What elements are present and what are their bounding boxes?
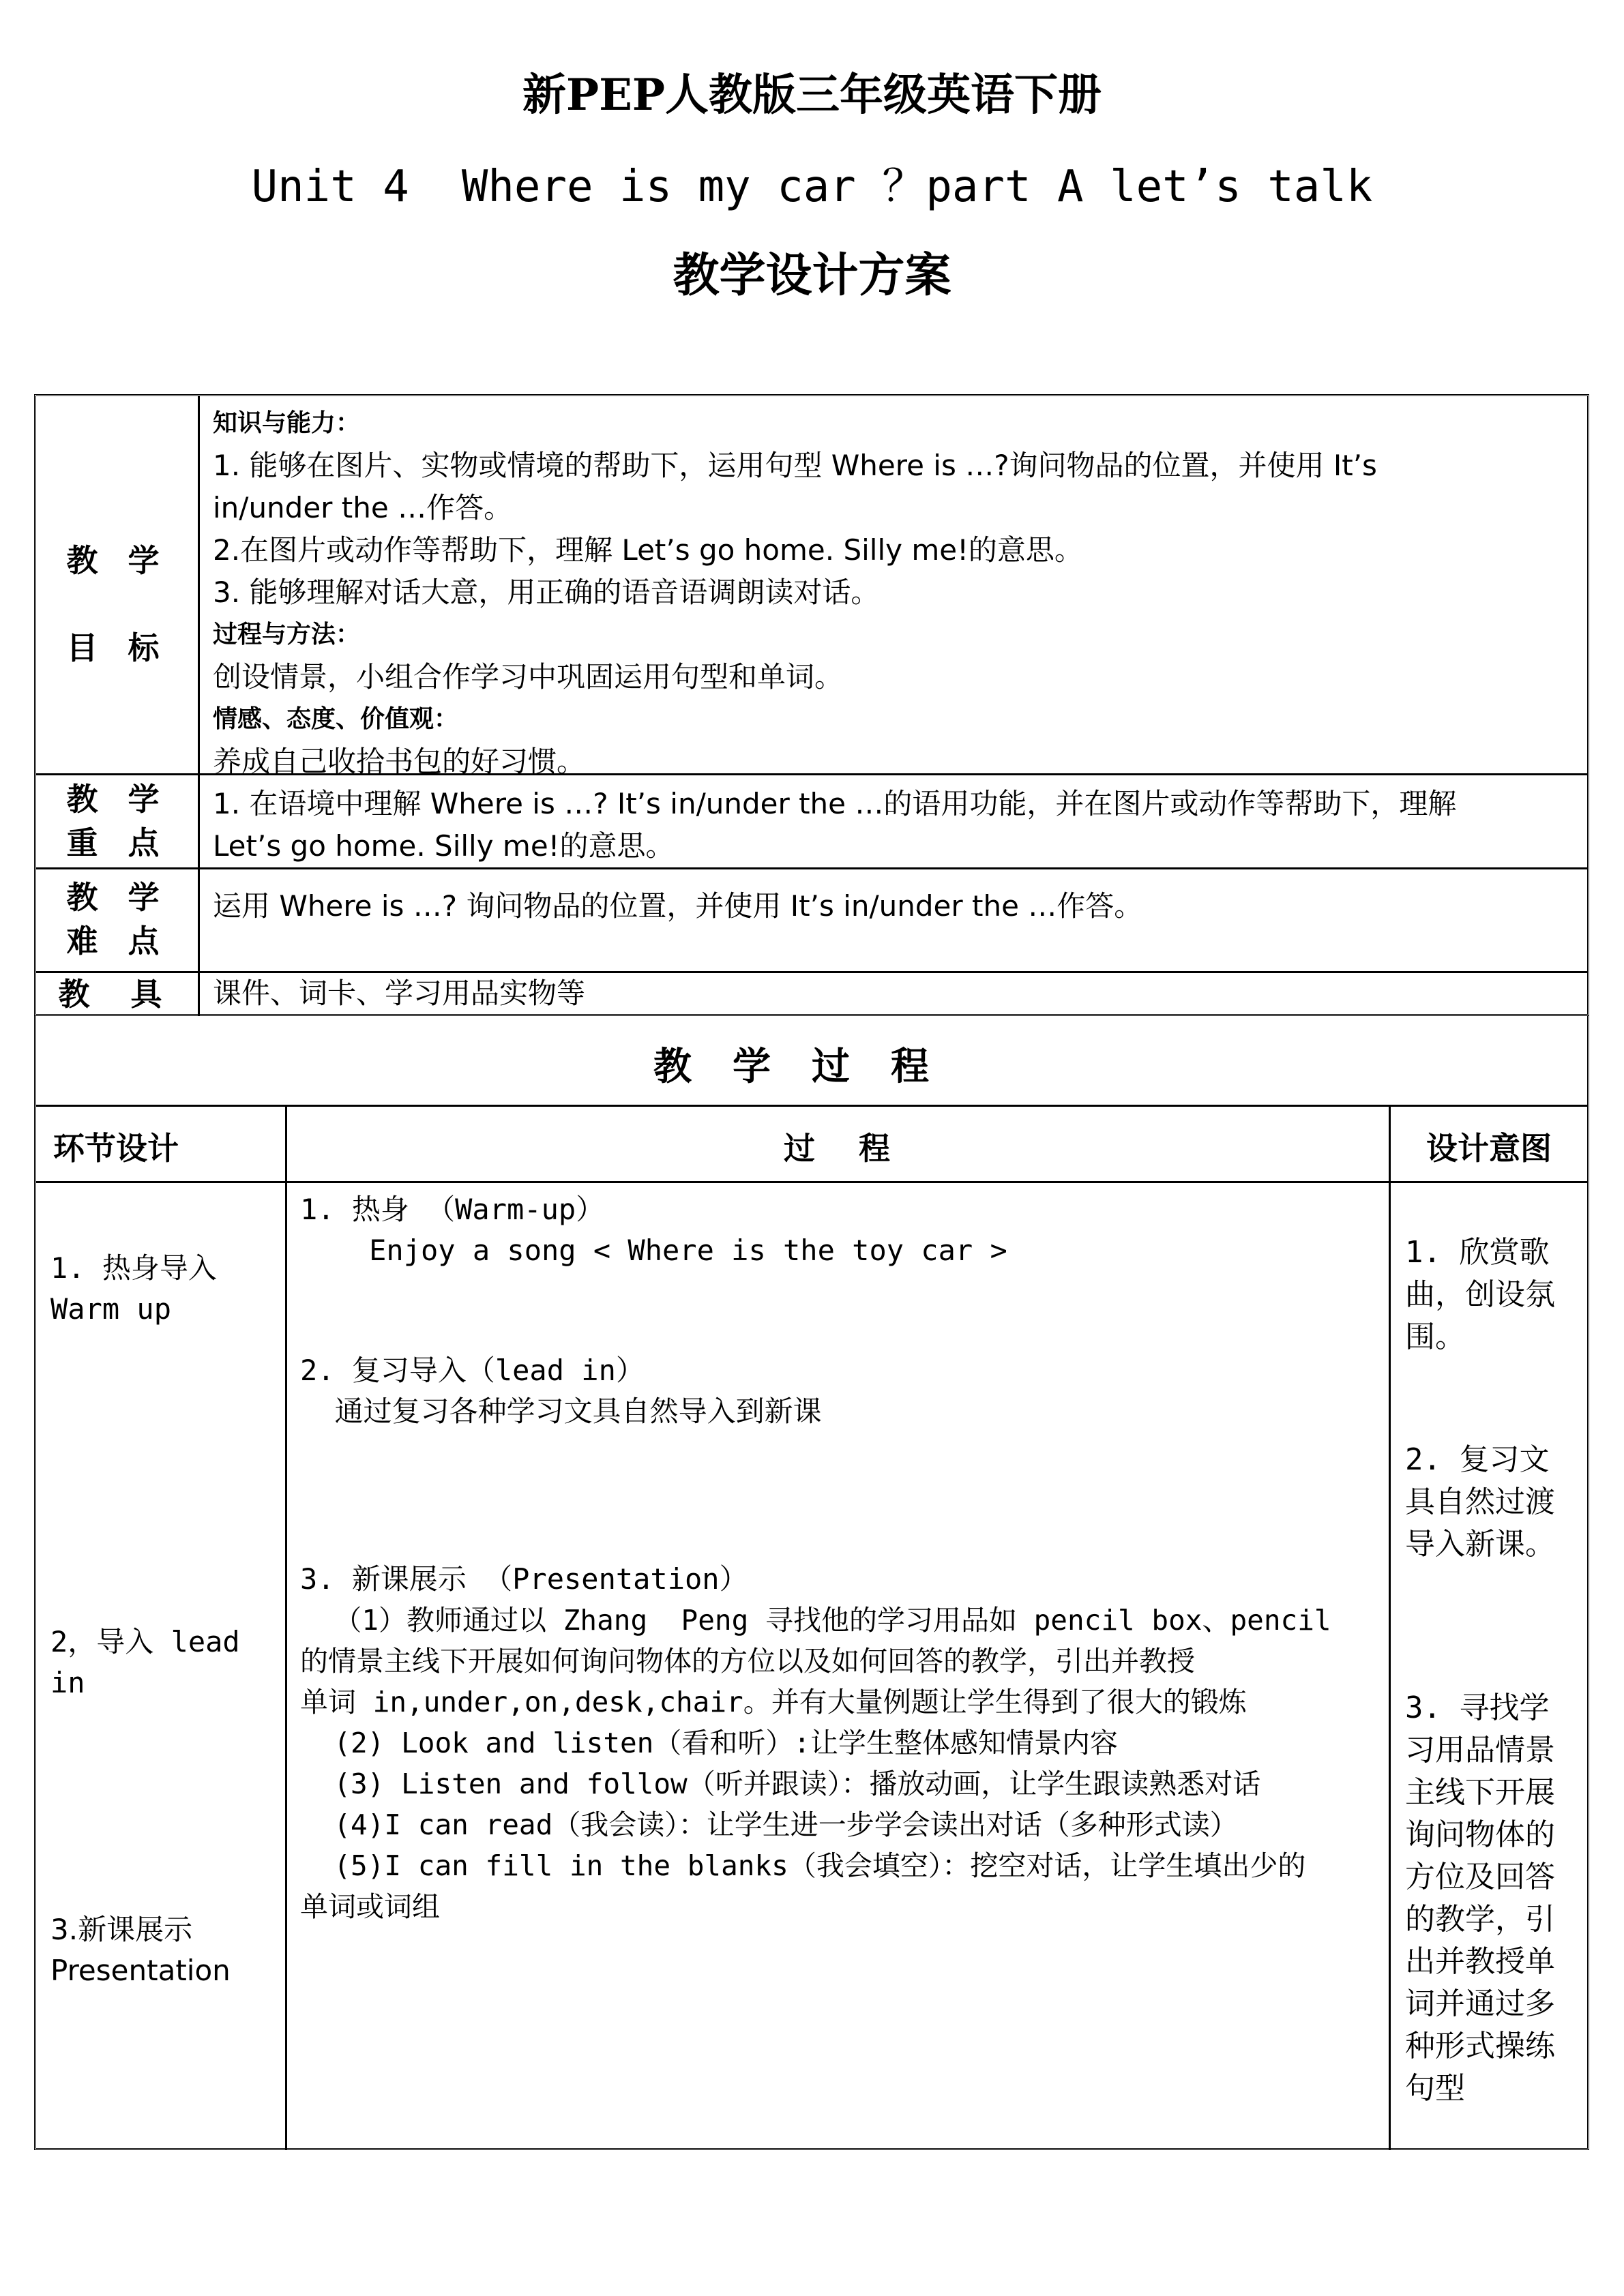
col-header-intent: 设计意图 xyxy=(1426,1130,1552,1167)
step-presentation-3: (3) Listen and follow（听并跟读）：播放动画，让学生跟读熟悉对话 xyxy=(300,1768,1261,1800)
step-warmup: 1. 热身 （Warm-up） xyxy=(300,1193,605,1226)
intent-warmup: 1. 欣赏歌曲，创设氛围。 xyxy=(1405,1235,1555,1354)
intent-column-divider xyxy=(1389,1106,1391,2149)
step-presentation-5b: 单词或词组 xyxy=(300,1890,440,1923)
row-divider xyxy=(35,1181,1588,1183)
row-divider xyxy=(35,1105,1588,1107)
stage-warmup: 1. 热身导入 Warm up xyxy=(50,1251,217,1326)
step-leadin: 2. 复习导入（lead in） xyxy=(300,1354,645,1387)
step-presentation-2: (2) Look and listen（看和听）:让学生整体感知情景内容 xyxy=(300,1727,1119,1759)
objectives-label: 教 学 目 标 xyxy=(66,542,169,666)
stage-presentation: 3.新课展示 Presentation xyxy=(50,1913,231,1987)
step-presentation-1: （1）教师通过以 Zhang Peng 寻找他的学习用品如 pencil box、pencil xyxy=(300,1604,1331,1637)
step-presentation-1b: 的情景主线下开展如何询问物体的方位以及如何回答的教学，引出并教授 xyxy=(300,1645,1195,1678)
intent-leadin: 2. 复习文具自然过渡导入新课。 xyxy=(1405,1442,1555,1562)
col-header-process: 过 程 xyxy=(783,1130,891,1167)
difficulties-content: 运用 Where is …? 询问物品的位置，并使用 It’s in/under the …作答。 xyxy=(213,889,1143,923)
step-presentation-5: (5)I can fill in the blanks（我会填空）：挖空对话，让学生填出少的 xyxy=(300,1849,1306,1882)
step-presentation: 3. 新课展示 （Presentation） xyxy=(300,1562,748,1596)
stage-leadin: 2，导入 lead in xyxy=(50,1625,240,1699)
key-points-label: 教 学 重 点 xyxy=(66,781,169,861)
step-leadin-text: 通过复习各种学习文具自然导入到新课 xyxy=(300,1395,822,1428)
step-presentation-4: (4)I can read（我会读）：让学生进一步学会读出对话（多种形式读） xyxy=(300,1808,1238,1841)
label-column-divider xyxy=(198,396,200,1016)
step-presentation-1c: 单词 in,under,on,desk,chair。并有大量例题让学生得到了很大的锻炼 xyxy=(300,1686,1247,1718)
doc-type: 教学设计方案 xyxy=(673,248,951,303)
tools-content: 课件、词卡、学习用品实物等 xyxy=(213,976,586,1010)
tools-label: 教 具 xyxy=(58,976,177,1013)
stage-column-divider xyxy=(285,1106,287,2149)
plan-table-lower xyxy=(34,1016,1589,2150)
row-divider xyxy=(35,867,1588,869)
difficulties-label: 教 学 难 点 xyxy=(66,879,169,959)
objectives-content: 知识与能力： 1. 能够在图片、实物或情境的帮助下，运用句型 Where is …?询问物品的位置，并使用 It’s in/under the …作答。 2.在图片或动作等帮助下，理解 Let’s go home. Silly me!的意思。 3. 能够理解对话大意，用正确的语音语调朗读对话。 过程与方法： 创设情景，小组合作学习中巩固运用句型和单词。 情感、态度、价值观： 养成自己收拾书包的好习惯。 xyxy=(213,409,1377,778)
step-warmup-song: Enjoy a song < Where is the toy car > xyxy=(300,1234,1007,1267)
process-title: 教学过程 xyxy=(653,1045,970,1089)
key-points-content: 1. 在语境中理解 Where is …? It’s in/under the …的语用功能，并在图片或动作等帮助下，理解 Let’s go home. Silly me!的意思。 xyxy=(213,787,1457,863)
col-header-stage: 环节设计 xyxy=(53,1130,179,1167)
intent-presentation: 3. 寻找学习用品情景主线下开展询问物体的方位及回答的教学，引出并教授单词并通过多种形式操练句型 xyxy=(1405,1690,1555,2106)
doc-title: 新PEP人教版三年级英语下册 xyxy=(522,70,1102,121)
doc-subtitle: Unit 4 Where is my car ？part A let’s talk xyxy=(251,162,1373,212)
